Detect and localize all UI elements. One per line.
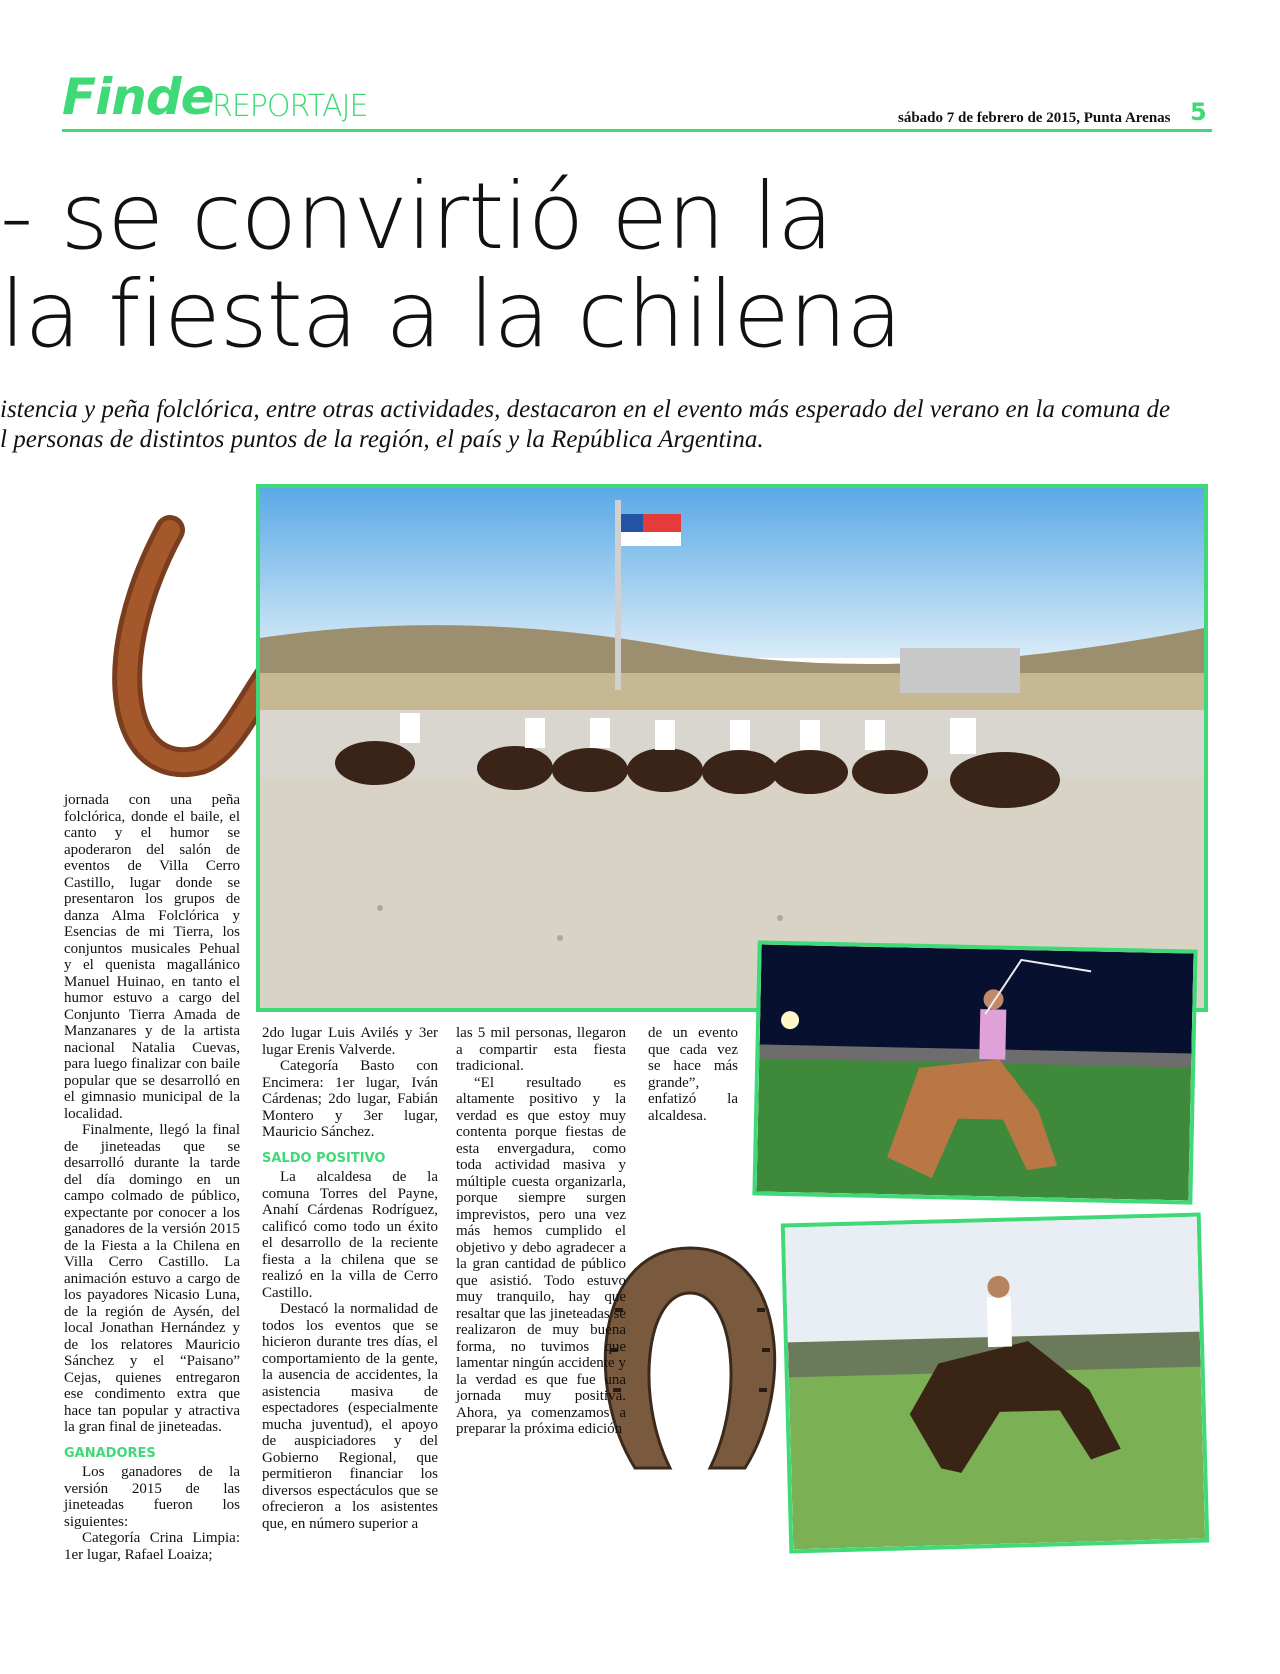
col2-heading-saldo-positivo: SALDO POSITIVO: [262, 1150, 386, 1166]
col3-paragraph-2: “El resultado es altamente positivo y la verdad es que estoy muy contenta porque fiestas de esta envergadura, como toda actividad masiva y múltiple cuesta organizarla, porque siempre surgen imprevistos, pero una vez más hemos cumplido el objetivo y debo agradecer a la gran cantidad de público que asistió. Todo estuvo muy tranquilo, hay que resaltar que las jineteadas se realizaron de muy buena forma, no tuvimos que lamentar ningún accidente y la verdad es que fue una jornada muy positiva. Ahora, ya comenzamos a preparar la próxima edición: [456, 1074, 626, 1437]
body-column-3: [456, 1025, 626, 1438]
headline: [0, 163, 902, 368]
body-column-2: [262, 1025, 438, 1532]
subheadline-line-2: l personas de distintos puntos de la región, el país y la República Argentina.: [0, 426, 764, 453]
photo-day-rodeo: [781, 1213, 1209, 1554]
col1-heading-ganadores: GANADORES: [64, 1445, 156, 1461]
col3-paragraph-1: las 5 mil personas, llegaron a compartir esta fiesta tradicional.: [456, 1025, 626, 1074]
header-rule: [62, 129, 1212, 132]
page-number: 5: [1190, 98, 1207, 126]
section-label: REPORTAJE: [212, 89, 368, 124]
subheadline-line-1: istencia y peña folclórica, entre otras actividades, destacaron en el evento más esperado del verano en la comuna de: [0, 396, 1171, 423]
col1-paragraph-1: jornada con una peña folclórica, donde el baile, el canto y el humor se apoderaron del salón de eventos de Villa Cerro Castillo, lugar donde se presentaron los grupos de danza Alma Folclórica y Esencias de mi Tierra, los conjuntos musicales Pehual y el quenista magallánico Manuel Huinao, en tanto el humor estuvo a cargo del Conjunto Tierra Amada de Manzanares y de la artista nacional Natalia Cuevas, para luego finalizar con baile popular que se desarrolló en el gimnasio municipal de la localidad.: [64, 792, 240, 1122]
col2-paragraph-1: 2do lugar Luis Avilés y 3er lugar Erenis Valverde.: [262, 1025, 438, 1058]
col1-paragraph-3: Los ganadores de la versión 2015 de las jineteadas fueron los siguientes:: [64, 1464, 240, 1530]
col1-paragraph-4: Categoría Crina Limpia: 1er lugar, Rafael Loaiza;: [64, 1530, 240, 1563]
subheadline: [0, 395, 1170, 455]
body-column-4: [648, 1025, 738, 1124]
col1-paragraph-2: Finalmente, llegó la final de jineteadas que se desarrolló durante la tarde del día domingo en un campo colmado de público, expectante por conocer a los ganadores de la versión 2015 de la Fiesta a la Chilena en Villa Cerro Castillo. La animación estuvo a cargo de los payadores Nicasio Luna, de la región de Aysén, del local Jonathan Hernández y de los relatores Mauricio Sánchez y el “Paisano” Cejas, quienes entregaron ese condimento extra que hace tan popular y atractiva la gran final de jineteadas.: [64, 1122, 240, 1435]
body-column-1: [64, 792, 240, 1563]
section-brand-logo: Finde: [62, 68, 214, 126]
photo-night-rodeo: [752, 940, 1197, 1204]
dateline: sábado 7 de febrero de 2015, Punta Arenas: [898, 110, 1171, 126]
col2-paragraph-2: Categoría Basto con Encimera: 1er lugar, Iván Cárdenas; 2do lugar, Fabián Montero y 3er lugar, Mauricio Sánchez.: [262, 1058, 438, 1140]
col4-paragraph-1: de un evento que cada vez se hace más grande”, enfatizó la alcaldesa.: [648, 1025, 738, 1124]
main-photo-riders-line: [256, 484, 1208, 1012]
col2-paragraph-3: La alcaldesa de la comuna Torres del Payne, Anahí Cárdenas Rodríguez, calificó como todo un éxito el desarrollo de la reciente fiesta a la chilena que se realizó en la villa de Cerro Castillo.: [262, 1169, 438, 1301]
col2-paragraph-4: Destacó la normalidad de todos los eventos que se hicieron durante tres días, el comportamiento de la gente, la ausencia de accidentes, la asistencia masiva de espectadores (especialmente mucha juventud), el apoyo de auspiciadores y del Gobierno Regional, que permitieron financiar los diversos espectáculos que se ofrecieron a los asistentes que, en número superior a: [262, 1301, 438, 1532]
headline-line-2: la fiesta a la chilena: [0, 261, 902, 368]
headline-line-1: - se convirtió en la: [0, 163, 833, 270]
